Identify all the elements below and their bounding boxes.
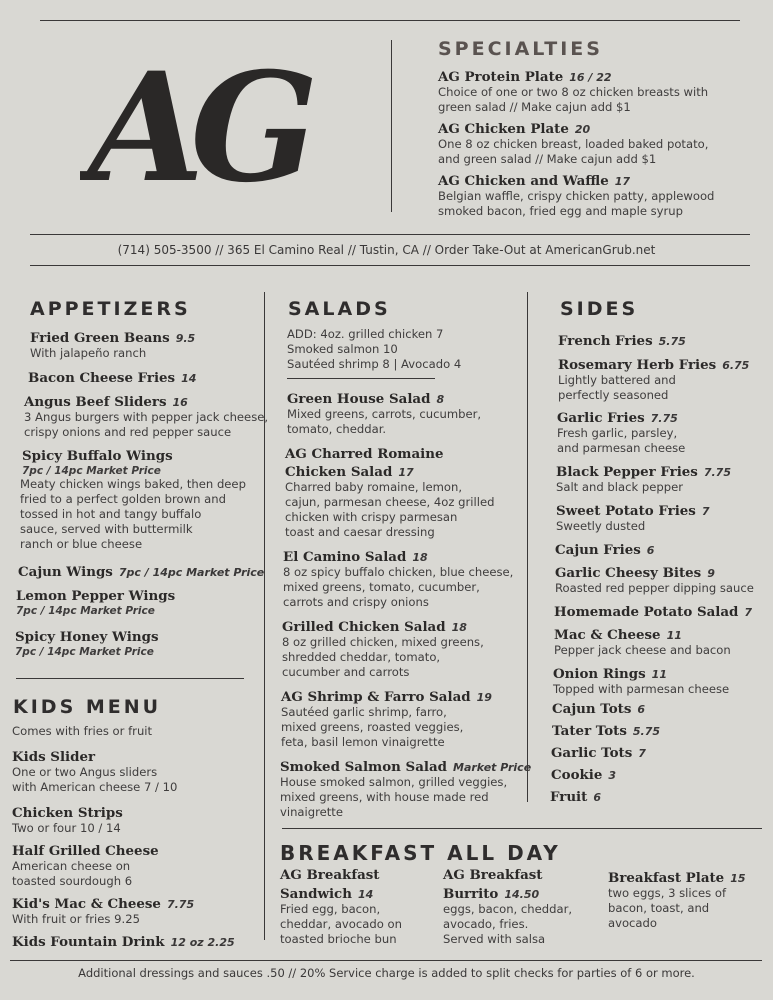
side-item: Cajun Fries 6 — [555, 542, 655, 558]
side-item: Garlic Fries 7.75 Fresh garlic, parsley, and parmesan cheese — [557, 410, 686, 455]
side-item: Black Pepper Fries 7.75 Salt and black pepper — [556, 464, 731, 494]
column-divider-2 — [527, 292, 528, 802]
salad-item: Green House Salad 8 Mixed greens, carrots, cucumber, tomato, cheddar. — [287, 391, 482, 436]
svg-text:AG: AG — [88, 40, 305, 216]
salad-item: El Camino Salad 18 8 oz spicy buffalo chicken, blue cheese, mixed greens, tomato, cucumber, carrots and crispy onions — [283, 549, 514, 609]
breakfast-item: AG Breakfast Burrito 14.50 eggs, bacon, cheddar, avocado, fries. Served with salsa — [443, 867, 573, 946]
footer-note: Additional dressings and sauces .50 // 20% Service charge is added to split checks for parties of 6 or more. — [78, 966, 695, 980]
appetizer-item: Spicy Buffalo Wings 7pc / 14pc Market Price — [22, 448, 173, 477]
kids-intro: Comes with fries or fruit — [12, 724, 153, 738]
salad-item: Smoked Salmon Salad Market Price House smoked salmon, grilled veggies, mixed greens, with house made red vinaigrette — [280, 759, 532, 819]
specialty-item: AG Protein Plate 16 / 22 Choice of one or two 8 oz chicken breasts with green salad // Make cajun add $1 — [438, 69, 709, 114]
salad-item: AG Shrimp & Farro Salad 19 Sautéed garlic shrimp, farro, mixed greens, roasted veggies, feta, basil lemon vinaigrette — [281, 689, 492, 749]
specialty-item: AG Chicken Plate 20 One 8 oz chicken breast, loaded baked potato, and green salad // Make cajun add $1 — [438, 121, 709, 166]
kids-item: Kids Slider One or two Angus sliders with American cheese 7 / 10 — [12, 749, 178, 794]
specialties-heading: SPECIALTIES — [438, 38, 603, 60]
kids-menu-heading: KIDS MENU — [13, 696, 162, 718]
salad-addon-rule — [287, 378, 435, 379]
appetizer-item: Bacon Cheese Fries 14 — [28, 370, 197, 386]
ag-logo — [80, 30, 350, 220]
specialty-item: AG Chicken and Waffle 17 Belgian waffle, crispy chicken patty, applewood smoked bacon, fried egg and maple syrup — [438, 173, 715, 218]
side-item: Cookie 3 — [551, 767, 617, 783]
contact-rule-bottom — [30, 265, 750, 266]
breakfast-item: Breakfast Plate 15 two eggs, 3 slices of bacon, toast, and avocado — [608, 870, 746, 930]
top-rule — [40, 20, 740, 21]
kids-item: Half Grilled Cheese American cheese on toasted sourdough 6 — [12, 843, 159, 888]
breakfast-rule — [282, 828, 762, 829]
salad-item: AG Charred Romaine — [285, 446, 444, 462]
side-item: Homemade Potato Salad 7 — [554, 604, 753, 620]
footer-rule — [10, 960, 762, 961]
header-divider-vertical — [391, 40, 392, 212]
contact-line: (714) 505-3500 // 365 El Camino Real // Tustin, CA // Order Take-Out at AmericanGrub.net — [117, 243, 656, 257]
side-item: Cajun Tots 6 — [552, 701, 646, 717]
salads-heading: SALADS — [288, 298, 391, 320]
column-divider-1 — [264, 292, 265, 940]
side-item: Garlic Tots 7 — [551, 745, 646, 761]
side-item: Mac & Cheese 11 Pepper jack cheese and bacon — [554, 627, 731, 657]
breakfast-item: AG Breakfast Sandwich 14 Fried egg, bacon, cheddar, avocado on toasted brioche bun — [280, 867, 402, 946]
side-item: Sweet Potato Fries 7 Sweetly dusted — [556, 503, 710, 533]
salad-item: Chicken Salad 17 Charred baby romaine, lemon, cajun, parmesan cheese, 4oz grilled chicken with crispy parmesan toast and caesar dressing — [285, 464, 495, 539]
appetizer-item: Angus Beef Sliders 16 3 Angus burgers with pepper jack cheese, crispy onions and red pepper sauce — [24, 394, 269, 439]
kids-item: Kid's Mac & Cheese 7.75 With fruit or fries 9.25 — [12, 896, 195, 926]
appetizer-item: Lemon Pepper Wings 7pc / 14pc Market Price — [16, 588, 176, 617]
sides-heading: SIDES — [560, 298, 639, 320]
appetizer-item: Fried Green Beans 9.5 With jalapeño ranch — [30, 330, 196, 360]
salad-addons: ADD: 4oz. grilled chicken 7 Smoked salmon 10 Sautéed shrimp 8 | Avocado 4 — [287, 327, 462, 371]
appetizer-item: Cajun Wings 7pc / 14pc Market Price — [18, 564, 265, 580]
side-item: Tater Tots 5.75 — [552, 723, 661, 739]
kids-item: Kids Fountain Drink 12 oz 2.25 — [12, 934, 235, 950]
kids-rule — [16, 678, 244, 679]
side-item: Onion Rings 11 Topped with parmesan cheese — [553, 666, 730, 696]
side-item: Garlic Cheesy Bites 9 Roasted red pepper dipping sauce — [555, 565, 754, 595]
breakfast-heading: BREAKFAST ALL DAY — [280, 841, 561, 865]
salad-item: Grilled Chicken Salad 18 8 oz grilled chicken, mixed greens, shredded cheddar, tomato, cucumber and carrots — [282, 619, 484, 679]
appetizer-item: Spicy Honey Wings 7pc / 14pc Market Price — [15, 629, 159, 658]
appetizer-description: Meaty chicken wings baked, then deep fried to a perfect golden brown and tossed in hot and tangy buffalo sauce, served with buttermilk ranch or blue cheese — [20, 477, 246, 551]
side-item: Rosemary Herb Fries 6.75 Lightly battered and perfectly seasoned — [558, 357, 750, 402]
contact-rule-top — [30, 234, 750, 235]
appetizers-heading: APPETIZERS — [30, 298, 191, 320]
side-item: French Fries 5.75 — [558, 333, 686, 349]
kids-item: Chicken Strips Two or four 10 / 14 — [12, 805, 123, 835]
side-item: Fruit 6 — [550, 789, 601, 805]
